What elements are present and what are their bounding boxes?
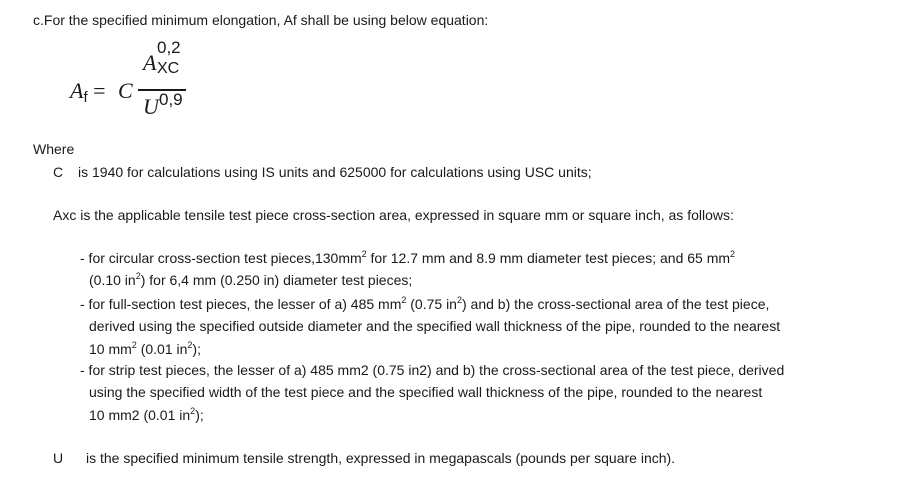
- list-line-6: - for strip test pieces, the lesser of a) 485 mm2 (0.75 in2) and b) the cross-sectional area of the test piece, derived: [80, 362, 785, 378]
- numerator-exponent: 0,2: [157, 38, 181, 57]
- u-definition-text: is the specified minimum tensile strength, expressed in megapascals (pounds per square inch).: [86, 450, 676, 466]
- line-text: (0.75 in: [406, 296, 457, 312]
- line-text: (0.01 in: [136, 341, 188, 357]
- equals-sign: =: [87, 78, 106, 103]
- coefficient-c: C: [118, 78, 133, 103]
- numerator-symbol: A: [143, 50, 157, 75]
- c-definition-letter: C: [53, 164, 64, 180]
- line-text: (0.10 in: [89, 272, 136, 288]
- superscript: 2: [361, 249, 367, 259]
- line-text: for 12.7 mm and 8.9 mm diameter test pieces; and 65 mm: [366, 250, 731, 266]
- intro-text: c.For the specified minimum elongation, Af shall be using below equation:: [33, 12, 489, 28]
- line-text: 10 mm2 (0.01 in: [89, 407, 191, 423]
- equation-lhs: [70, 78, 106, 106]
- line-text: - for full-section test pieces, the lesser of a) 485 mm: [80, 296, 402, 312]
- u-definition-letter: U: [53, 450, 64, 466]
- denominator-symbol: U: [143, 94, 159, 119]
- list-line-2: [89, 272, 412, 288]
- where-label: Where: [33, 141, 75, 157]
- list-line-5: [89, 341, 201, 357]
- line-text: );: [192, 341, 201, 357]
- axc-definition: Axc is the applicable tensile test piece cross-section area, expressed in square mm or square inch, as follows:: [53, 207, 734, 223]
- lhs-symbol: A: [70, 78, 84, 103]
- fraction-denominator: [143, 90, 183, 120]
- denominator-exponent: 0,9: [159, 90, 183, 109]
- list-line-3: [80, 296, 769, 312]
- numerator-subscript: XC: [157, 60, 180, 77]
- superscript: 2: [456, 295, 462, 305]
- line-text: - for circular cross-section test pieces,130mm: [80, 250, 362, 266]
- list-line-1: [80, 250, 735, 266]
- fraction-numerator: [143, 38, 181, 77]
- superscript: 2: [187, 340, 193, 350]
- superscript: 2: [730, 249, 736, 259]
- list-line-4: derived using the specified outside diameter and the specified wall thickness of the pipe, rounded to the nearest: [89, 318, 781, 334]
- superscript: 2: [135, 271, 141, 281]
- line-text: ) for 6,4 mm (0.250 in) diameter test pieces;: [140, 272, 413, 288]
- lhs-subscript: f: [83, 89, 88, 106]
- c-definition-text: is 1940 for calculations using IS units and 625000 for calculations using USC units;: [78, 164, 592, 180]
- superscript: 2: [131, 340, 137, 350]
- list-line-7: using the specified width of the test piece and the specified wall thickness of the pipe, rounded to the nearest: [89, 384, 763, 400]
- line-text: ) and b) the cross-sectional area of the test piece,: [461, 296, 770, 312]
- superscript: 2: [401, 295, 407, 305]
- list-line-8: [89, 407, 204, 423]
- line-text: 10 mm: [89, 341, 132, 357]
- superscript: 2: [190, 406, 196, 416]
- line-text: );: [195, 407, 204, 423]
